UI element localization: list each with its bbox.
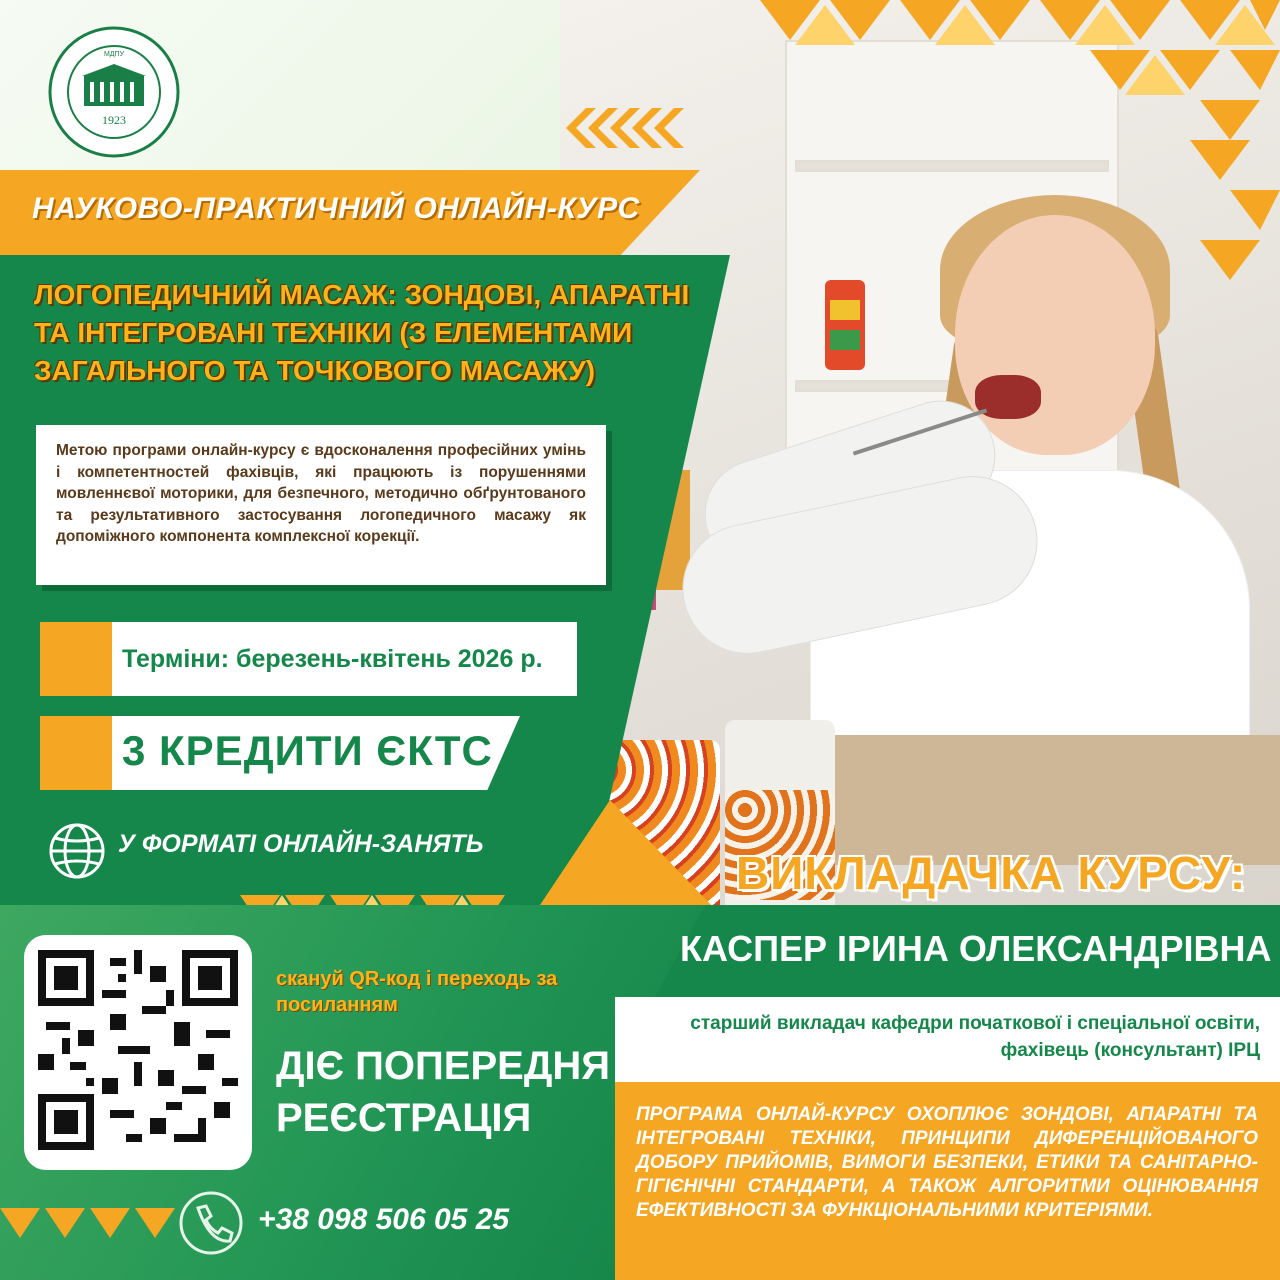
course-terms: Терміни: березень-квітень 2026 р. (122, 645, 543, 673)
course-format: У ФОРМАТІ ОНЛАЙН-ЗАНЯТЬ (118, 830, 484, 858)
phone-icon (178, 1190, 244, 1256)
preregistration-label: ДІЄ ПОПЕРЕДНЯ РЕЄСТРАЦІЯ (276, 1044, 610, 1140)
qr-code[interactable] (38, 950, 238, 1150)
phone-number[interactable]: +38 098 506 05 25 (258, 1203, 510, 1236)
logo-emblem (48, 26, 180, 158)
teacher-label: ВИКЛАДАЧКА КУРСУ: (736, 847, 1247, 899)
triangle-decor-bottom (0, 1198, 180, 1248)
course-title: ЛОГОПЕДИЧНИЙ МАСАЖ: ЗОНДОВІ, АПАРАТНІ ТА ІНТЕГРОВАНІ ТЕХНІКИ (З ЕЛЕМЕНТАМИ ЗАГАЛЬНОГО ТА ТОЧКОВОГО МАСАЖУ) (34, 279, 690, 386)
triangle-decor-top (760, 0, 1280, 150)
triangle-decor-right (1170, 140, 1280, 280)
teacher-role: старший викладач кафедри початкової і спеціальної освіти, фахівець (консультант) ІРЦ (690, 1013, 1260, 1061)
terms-accent (40, 622, 112, 696)
course-credits: 3 КРЕДИТИ ЄКТС (122, 727, 493, 774)
course-description: Метою програми онлайн-курсу є вдосконалення професійних умінь і компетентностей фахівців, які працюють із порушеннями мовленнєвої моторики, для безпечного, методично обґрунтованого та результативного застосування логопедичного масажу як допоміжного компонента комплексної корекції. (56, 442, 586, 545)
program-summary: ПРОГРАМА ОНЛАЙ-КУРСУ ОХОПЛЮЄ ЗОНДОВІ, АПАРАТНІ ТА ІНТЕГРОВАНІ ТЕХНІКИ, ПРИНЦИПИ ДИФЕРЕНЦІЙОВАНОГО ДОБОРУ ПРИЙОМІВ, ВИМОГИ БЕЗПЕКИ, ЕТИКИ ТА САНІТАРНО-ГІГІЄНІЧНІ СТАНДАРТИ, А ТАКОЖ АЛГОРИТМИ ОЦІНЮВАННЯ ЕФЕКТИВНОСТІ ЗА ФУНКЦІОНАЛЬНИМИ КРИТЕРІЯМИ. (636, 1104, 1258, 1221)
svg-text:МДПУ: МДПУ (103, 51, 125, 58)
globe-icon (48, 822, 106, 880)
svg-text:1923: 1923 (102, 113, 126, 127)
course-type-label: НАУКОВО-ПРАКТИЧНИЙ ОНЛАЙН-КУРС (32, 192, 640, 225)
chevrons-icon (566, 108, 686, 148)
scan-instruction: скануй QR-код і переходь за посиланням (276, 968, 558, 1016)
teacher-name: КАСПЕР ІРИНА ОЛЕКСАНДРІВНА (680, 928, 1272, 969)
credits-accent (40, 716, 112, 790)
